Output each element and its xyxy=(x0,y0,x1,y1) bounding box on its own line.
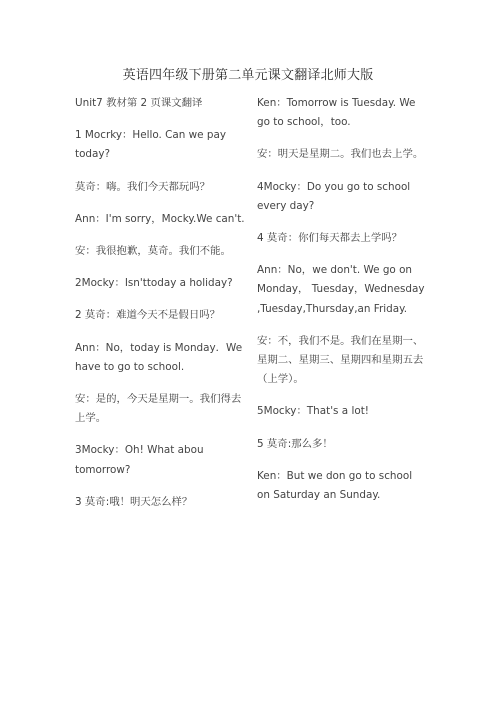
paragraph-translation: 5 莫奇:那么多！ xyxy=(257,437,333,450)
paragraph-dialogue: Ann：No，today is Monday．We have to go to school. xyxy=(75,341,243,373)
paragraph-dialogue: 3Mocky：Oh! What abou tomorrow? xyxy=(75,444,204,476)
paragraph-translation: 3 莫奇:哦！明天怎么样？ xyxy=(75,495,193,508)
paragraph-translation: 2 莫奇：难道今天不是假日吗？ xyxy=(75,309,220,322)
paragraph-dialogue: 5Mocky：That's a lot! xyxy=(257,405,369,418)
paragraph-dialogue: 4Mocky：Do you go to school every day? xyxy=(257,180,411,212)
paragraph-translation: 4 莫奇：你们每天都去上学吗？ xyxy=(257,232,402,245)
paragraph-dialogue: Ken：Tomorrow is Tuesday. We go to school，too. xyxy=(257,97,416,129)
paragraph-translation: 莫奇：嗨。我们今天都玩吗？ xyxy=(75,180,211,193)
paragraph-translation: 安：是的，今天是星期一。我们得去上学。 xyxy=(75,393,242,425)
paragraph-translation: 安：明天是星期二。我们也去上学。 xyxy=(257,148,424,161)
paragraph-dialogue: Ken：But we don go to school on Saturday an Sunday. xyxy=(257,469,413,502)
paragraph-heading: Unit7 教材第 2 页课文翻译 xyxy=(75,97,203,109)
paragraph-dialogue: Ann：I'm sorry，Mocky.We can't. xyxy=(75,212,245,225)
left-column xyxy=(75,94,247,525)
page-title: 英语四年级下册第二单元课文翻译北师大版 xyxy=(122,68,374,83)
right-column xyxy=(257,94,427,518)
paragraph-dialogue: 2Mocky：Isn'ttoday a holiday? xyxy=(75,277,233,290)
paragraph-translation: 安：我很抱歉，莫奇。我们不能。 xyxy=(75,245,231,258)
paragraph-translation: 安：不，我们不是。我们在星期一、星期二、星期三、星期四和星期五去（上学）。 xyxy=(257,334,424,386)
paragraph-dialogue: Ann：No，we don't. We go on Monday， Tuesday，Wednesday ,Tuesday,Thursday,an Friday. xyxy=(257,264,425,315)
paragraph-dialogue: 1 Mocrky：Hello. Can we pay today? xyxy=(75,129,226,161)
